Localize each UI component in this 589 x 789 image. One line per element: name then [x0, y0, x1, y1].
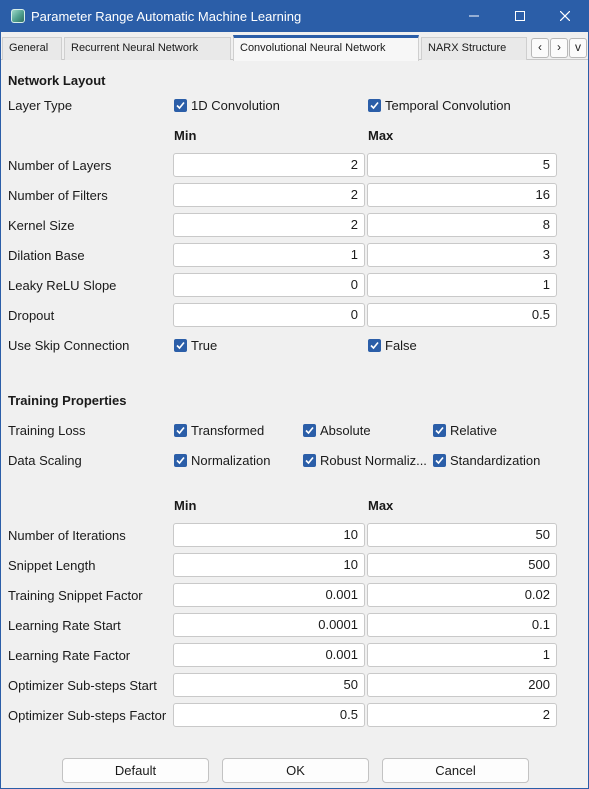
minimize-button[interactable]	[451, 1, 497, 32]
checkbox-label: Transformed	[191, 423, 265, 438]
title-bar[interactable]	[1, 1, 588, 32]
learning-rate-factor-min-input[interactable]: 0.001	[173, 643, 365, 667]
row-label: Snippet Length	[8, 558, 96, 573]
snippet-length-min-input[interactable]: 10	[173, 553, 365, 577]
maximize-icon	[515, 11, 525, 21]
max-column-header: Max	[368, 498, 394, 513]
training-properties-heading: Training Properties	[8, 393, 127, 408]
tab-strip	[1, 32, 588, 60]
checkbox-checked-icon	[433, 424, 446, 437]
row-label: Leaky ReLU Slope	[8, 278, 117, 293]
checkbox-label: Temporal Convolution	[385, 98, 511, 113]
checkbox-checked-icon	[303, 424, 316, 437]
maximize-button[interactable]	[497, 1, 543, 32]
app-icon	[11, 9, 25, 23]
tab-scroll-left-button[interactable]: ‹	[531, 38, 549, 58]
row-label: Kernel Size	[8, 218, 75, 233]
tab-general[interactable]: General	[2, 37, 62, 60]
row-label: Learning Rate Start	[8, 618, 121, 633]
training-loss-label: Training Loss	[8, 423, 86, 438]
window-title: Parameter Range Automatic Machine Learning	[31, 9, 302, 24]
checkbox-checked-icon	[174, 339, 187, 352]
checkbox-label: Robust Normaliz...	[320, 453, 427, 468]
checkbox-label: Standardization	[450, 453, 541, 468]
row-label: Number of Layers	[8, 158, 112, 173]
checkbox-checked-icon	[174, 454, 187, 467]
checkbox-label: Relative	[450, 423, 497, 438]
dilation-base-min-input[interactable]: 1	[173, 243, 365, 267]
network-layout-heading: Network Layout	[8, 73, 106, 88]
checkbox-checked-icon	[174, 424, 187, 437]
checkbox-checked-icon	[433, 454, 446, 467]
row-label: Dropout	[8, 308, 55, 323]
training-snippet-factor-max-input[interactable]: 0.02	[367, 583, 557, 607]
skip-connection-label: Use Skip Connection	[8, 338, 130, 353]
training-snippet-factor-min-input[interactable]: 0.001	[173, 583, 365, 607]
leaky-relu-slope-min-input[interactable]: 0	[173, 273, 365, 297]
number-of-iterations-min-input[interactable]: 10	[173, 523, 365, 547]
optimizer-substeps-factor-min-input[interactable]: 0.5	[173, 703, 365, 727]
dilation-base-max-input[interactable]: 3	[367, 243, 557, 267]
row-label: Number of Filters	[8, 188, 108, 203]
checkbox-label: False	[385, 338, 417, 353]
kernel-size-max-input[interactable]: 8	[367, 213, 557, 237]
close-icon	[560, 11, 570, 21]
number-of-layers-max-input[interactable]: 5	[367, 153, 557, 177]
checkbox-checked-icon	[368, 99, 381, 112]
tab-list-dropdown-button[interactable]: v	[569, 38, 587, 58]
number-of-iterations-max-input[interactable]: 50	[367, 523, 557, 547]
learning-rate-start-max-input[interactable]: 0.1	[367, 613, 557, 637]
learning-rate-factor-max-input[interactable]: 1	[367, 643, 557, 667]
ok-button[interactable]: OK	[222, 758, 369, 783]
dropout-max-input[interactable]: 0.5	[367, 303, 557, 327]
number-of-filters-min-input[interactable]: 2	[173, 183, 365, 207]
close-button[interactable]	[542, 1, 588, 32]
optimizer-substeps-start-min-input[interactable]: 50	[173, 673, 365, 697]
minimize-icon	[469, 11, 479, 21]
checkbox-label: 1D Convolution	[191, 98, 280, 113]
number-of-filters-max-input[interactable]: 16	[367, 183, 557, 207]
row-label: Optimizer Sub-steps Start	[8, 678, 157, 693]
cancel-button[interactable]: Cancel	[382, 758, 529, 783]
leaky-relu-slope-max-input[interactable]: 1	[367, 273, 557, 297]
kernel-size-min-input[interactable]: 2	[173, 213, 365, 237]
layer-type-label: Layer Type	[8, 98, 73, 113]
max-column-header: Max	[368, 128, 394, 143]
tab-scroll-right-button[interactable]: ›	[550, 38, 568, 58]
checkbox-label: True	[191, 338, 218, 353]
data-scaling-label: Data Scaling	[8, 453, 82, 468]
learning-rate-start-min-input[interactable]: 0.0001	[173, 613, 365, 637]
row-label: Dilation Base	[8, 248, 85, 263]
checkbox-label: Normalization	[191, 453, 271, 468]
tab-convolutional-neural-network[interactable]: Convolutional Neural Network	[233, 35, 419, 61]
tab-narx-structure[interactable]: NARX Structure	[421, 37, 527, 60]
row-label: Training Snippet Factor	[8, 588, 143, 603]
row-label: Optimizer Sub-steps Factor	[8, 708, 167, 723]
default-button[interactable]: Default	[62, 758, 209, 783]
optimizer-substeps-start-max-input[interactable]: 200	[367, 673, 557, 697]
checkbox-checked-icon	[368, 339, 381, 352]
snippet-length-max-input[interactable]: 500	[367, 553, 557, 577]
number-of-layers-min-input[interactable]: 2	[173, 153, 365, 177]
tab-recurrent-neural-network[interactable]: Recurrent Neural Network	[64, 37, 231, 60]
min-column-header: Min	[174, 498, 197, 513]
min-column-header: Min	[174, 128, 197, 143]
row-label: Number of Iterations	[8, 528, 126, 543]
optimizer-substeps-factor-max-input[interactable]: 2	[367, 703, 557, 727]
checkbox-checked-icon	[303, 454, 316, 467]
row-label: Learning Rate Factor	[8, 648, 131, 663]
checkbox-checked-icon	[174, 99, 187, 112]
dropout-min-input[interactable]: 0	[173, 303, 365, 327]
checkbox-label: Absolute	[320, 423, 371, 438]
